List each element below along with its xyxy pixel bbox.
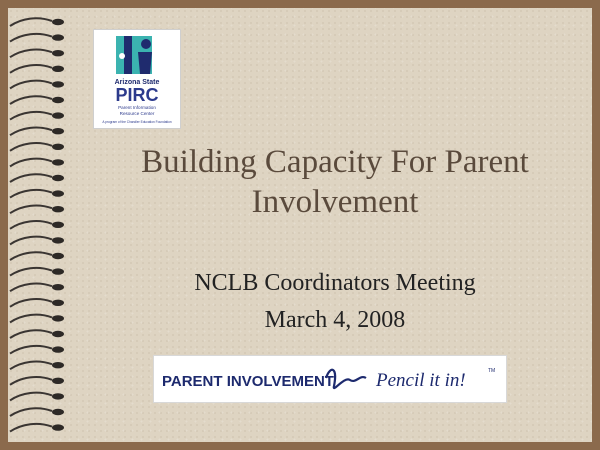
binding-hole xyxy=(52,378,64,384)
spiral-ring xyxy=(10,18,52,26)
binding-hole xyxy=(52,97,64,103)
spiral-binding xyxy=(8,8,72,442)
logo-head-icon xyxy=(141,39,151,49)
spiral-ring xyxy=(10,205,52,213)
spiral-ring xyxy=(10,174,52,182)
logo-line4: Resource Center xyxy=(119,111,155,116)
spiral-ring xyxy=(10,65,52,73)
banner-script-text: Pencil it in! xyxy=(376,370,466,391)
spiral-ring xyxy=(10,346,52,354)
binding-hole xyxy=(52,34,64,40)
logo-line2: PIRC xyxy=(115,85,159,105)
binding-hole xyxy=(52,19,64,25)
spiral-ring xyxy=(10,127,52,135)
spiral-ring xyxy=(10,377,52,385)
binding-hole xyxy=(52,268,64,274)
binding-hole xyxy=(52,253,64,259)
spiral-ring xyxy=(10,393,52,401)
spiral-ring xyxy=(10,159,52,167)
title-line-2: Involvement xyxy=(251,184,419,220)
binding-hole xyxy=(52,424,64,430)
binding-hole xyxy=(52,362,64,368)
spiral-ring xyxy=(10,330,52,338)
subtitle-meeting: NCLB Coordinators Meeting xyxy=(194,270,476,296)
binding-hole xyxy=(52,128,64,134)
spiral-ring xyxy=(10,315,52,323)
binding-hole xyxy=(52,284,64,290)
binding-hole xyxy=(52,315,64,321)
spiral-ring xyxy=(10,49,52,57)
binding-hole xyxy=(52,81,64,87)
binding-hole xyxy=(52,175,64,181)
spiral-ring xyxy=(10,34,52,42)
logo-line1: Arizona State xyxy=(114,79,160,86)
spiral-ring xyxy=(10,408,52,416)
binding-hole xyxy=(52,346,64,352)
logo-child-icon xyxy=(119,53,125,59)
pirc-logo-graphic xyxy=(94,30,180,128)
binding-hole xyxy=(52,66,64,72)
binding-hole xyxy=(52,222,64,228)
pirc-logo xyxy=(94,30,180,128)
logo-navy-bar xyxy=(124,36,132,74)
logo-line3: Parent Information xyxy=(118,105,156,110)
spiral-ring xyxy=(10,221,52,229)
spiral-ring xyxy=(10,143,52,151)
binding-hole xyxy=(52,206,64,212)
binding-hole xyxy=(52,300,64,306)
spiral-ring xyxy=(10,268,52,276)
spiral-ring xyxy=(10,299,52,307)
slide-title xyxy=(78,142,592,222)
binding-hole xyxy=(52,393,64,399)
banner-graphic xyxy=(154,356,506,402)
spiral-ring xyxy=(10,252,52,260)
banner-left-text: PARENT INVOLVEMENT xyxy=(162,373,334,390)
parent-involvement-banner xyxy=(154,356,506,402)
binding-hole xyxy=(52,331,64,337)
binding-hole xyxy=(52,144,64,150)
spiral-ring xyxy=(10,237,52,245)
spiral-ring xyxy=(10,96,52,104)
binding-hole xyxy=(52,190,64,196)
binding-hole xyxy=(52,237,64,243)
logo-body-icon xyxy=(138,52,152,74)
spiral-ring xyxy=(10,283,52,291)
subtitle-date: March 4, 2008 xyxy=(264,307,406,333)
binding-hole xyxy=(52,159,64,165)
spiral-ring xyxy=(10,361,52,369)
binding-hole xyxy=(52,112,64,118)
logo-line5: A program of the Chandler Education Foundation xyxy=(102,120,172,124)
spiral-ring xyxy=(10,81,52,89)
binding-hole xyxy=(52,409,64,415)
title-line-1: Building Capacity For Parent xyxy=(141,144,529,180)
spiral-ring xyxy=(10,190,52,198)
binding-hole xyxy=(52,50,64,56)
spiral-ring xyxy=(10,424,52,432)
slide xyxy=(8,8,592,442)
spiral-ring xyxy=(10,112,52,120)
banner-tm: TM xyxy=(488,368,496,374)
